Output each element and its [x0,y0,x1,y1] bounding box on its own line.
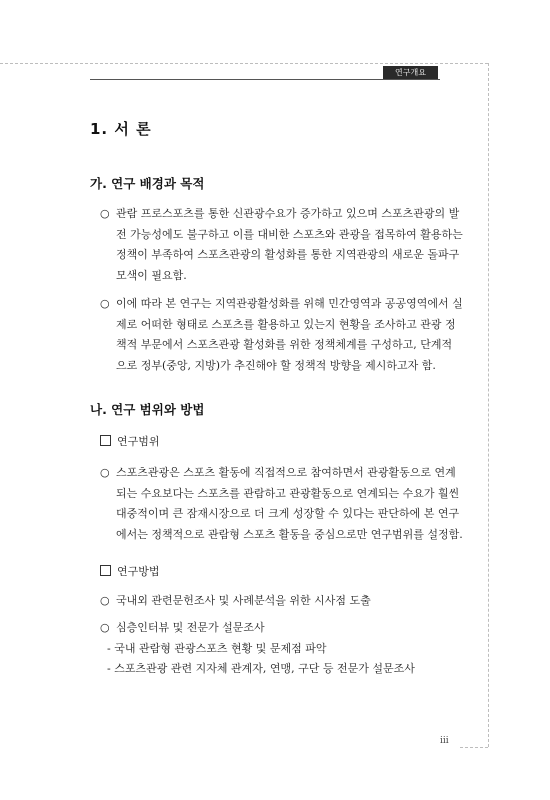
square-bullet-icon [100,565,111,576]
text-line: 이에 따라 본 연구는 지역관광활성화를 위해 민간영역과 공공영역에서 실 [116,297,463,310]
method-item [100,593,371,609]
range-subheading-label: 연구범위 [117,435,160,448]
circle-bullet-icon: ○ [100,297,110,310]
chapter-title: 1. 서 론 [90,120,152,138]
text-line: 스포츠관광은 스포츠 활동에 직접적으로 참여하면서 관광활동으로 연계 [116,466,456,479]
purpose-paragraph-2 [100,294,462,376]
section-heading-scope: 나. 연구 범위와 방법 [90,402,205,417]
text-line: 되는 수요보다는 스포츠를 관람하고 관광활동으로 연계되는 수요가 훨씬 [116,486,460,500]
text-line: 제로 어떠한 형태로 스포츠를 활용하고 있는지 현황을 조사하고 관광 정 [116,317,456,331]
text-line: 정책이 부족하여 스포츠관광의 활성화를 통한 지역관광의 새로운 돌파구 [116,248,460,261]
section-heading-purpose: 가. 연구 배경과 목적 [90,176,205,191]
text-line: 책적 부문에서 스포츠관광 활성화를 위한 정책체계를 구성하고, 단계적 [116,338,453,351]
page-number: iii [440,736,449,746]
text-line: 대중적이며 큰 잠재시장으로 더 크게 성장할 수 있다는 판단하에 본 연구 [116,507,460,520]
method-subheading [100,564,160,580]
method-item [100,620,265,636]
method-item-text: 국내외 관련문헌조사 및 사례분석을 위한 시사점 도출 [116,594,371,607]
circle-bullet-icon: ○ [100,207,110,220]
range-paragraph [100,463,462,545]
text-line: 모색이 필요함. [116,268,187,282]
circle-bullet-icon: ○ [100,594,110,607]
method-subheading-label: 연구방법 [117,565,160,578]
text-line: 에서는 정책적으로 관람형 스포츠 활동을 중심으로만 연구범위를 설정함. [116,527,463,541]
purpose-paragraph-1 [100,204,462,286]
page-frame-right [488,63,489,747]
method-item-text: 심층인터뷰 및 전문가 설문조사 [116,621,265,634]
range-subheading [100,434,160,450]
page-frame-bottom [460,747,488,748]
header-rule [90,79,440,80]
text-line: 으로 정부(중앙, 지방)가 추진해야 할 정책적 방향을 제시하고자 함. [116,358,436,372]
sub-method-item: - 스포츠관광 관련 지자체 관계자, 연맹, 구단 등 전문가 설문조사 [107,662,415,675]
square-bullet-icon [100,435,111,446]
text-line: 전 가능성에도 불구하고 이를 대비한 스포츠와 관광을 접목하여 활용하는 [116,227,463,241]
section-tab: 연구개요 [383,66,438,79]
circle-bullet-icon: ○ [100,621,110,634]
text-line: 관람 프로스포츠를 통한 신관광수요가 증가하고 있으며 스포츠관광의 발 [116,207,460,220]
sub-method-item: - 국내 관람형 관광스포츠 현황 및 문제점 파악 [107,642,327,655]
page-frame-top [0,63,488,64]
circle-bullet-icon: ○ [100,466,110,479]
